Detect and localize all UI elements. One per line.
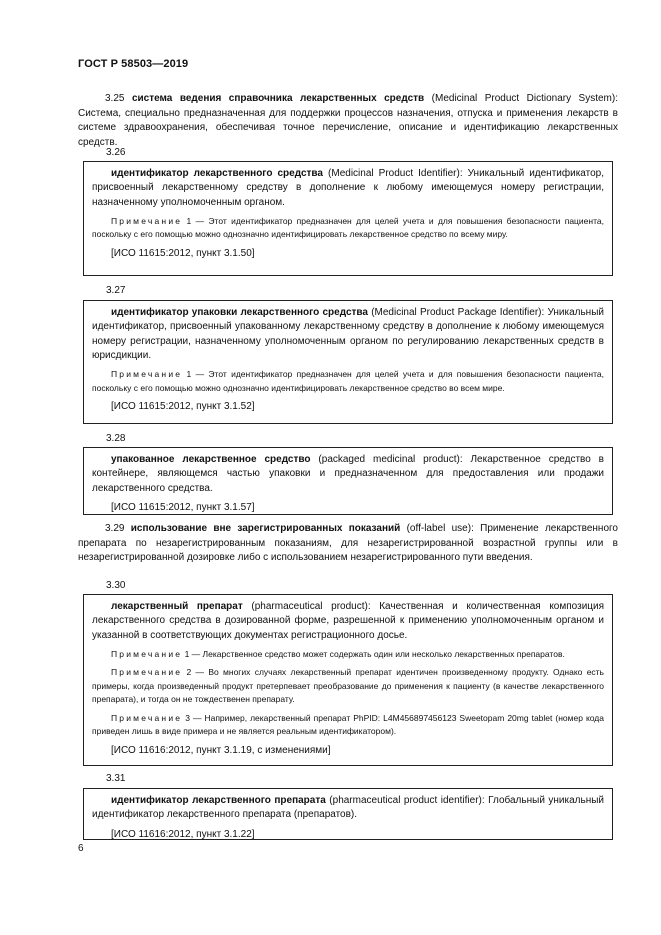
definition: (pharmaceutical product): Качественная и количественная композиция лекарственного средства в дозированной форме, разрешенной к применению уполномоченным органом и указанной в соответствующих документах регистрационного досье.	[92, 601, 605, 641]
definition: (pharmaceutical product identifier): Глобальный уникальный идентификатор лекарственного препарата (препаратов).	[92, 795, 604, 821]
reference: [ИСО 11615:2012, пункт 3.1.57]	[111, 501, 255, 513]
entry-number-3-31: 3.31	[106, 773, 126, 784]
term: лекарственный препарат	[111, 601, 243, 612]
note-label: Примечание	[111, 369, 183, 380]
note-3	[92, 712, 604, 739]
note-label: Примечание	[111, 667, 183, 678]
definition: (off-label use): Применение лекарственного препарата по незарегистрированным показаниям, для незарегистрированной возрастной группы или в незарегистрированной дозировке либо с использованием незарегистрированного пути введения.	[78, 523, 618, 563]
entry-box-3-27	[83, 300, 613, 424]
definition: (Medicinal Product Dictionary System): Система, специально предназначенная для поддержки процессов назначения, отпуска и применения лекарств в системе здравоохранения, обеспечивая точное перечисление, описание и идентификацию лекарственных средств.	[78, 93, 618, 148]
entry-number-3-26: 3.26	[106, 147, 126, 158]
definition: (packaged medicinal product): Лекарственное средство в контейнере, являющемся частью упаковки и предназначенном для предоставления или продажи лекарственного средства.	[92, 454, 604, 494]
definition-paragraph	[92, 167, 604, 210]
entry-number-3-27: 3.27	[106, 285, 126, 296]
note-2	[92, 666, 604, 707]
entry-box-3-31	[83, 788, 613, 840]
entry-number-3-30: 3.30	[106, 580, 126, 591]
definition: (Medicinal Product Package Identifier): Уникальный идентификатор, присвоенный упакованному лекарственному средству в дополнение к любому имеющемуся номеру регистрации, назначенному уполномоченным органом по регулированию лекарственных средств в юрисдикции.	[92, 307, 604, 361]
note-1	[92, 648, 604, 662]
term: система ведения справочника лекарственных средств	[131, 93, 425, 104]
note-text: 1 — Этот идентификатор предназначен для целей учета и для повышения безопасности пациента, поскольку с его помощью можно однозначно идентифицировать лекарственное средство во всем мире.	[92, 369, 604, 393]
term: идентификатор лекарственного препарата	[111, 795, 326, 806]
entry-box-3-30	[83, 594, 613, 766]
reference: [ИСО 11616:2012, пункт 3.1.22]	[111, 828, 255, 840]
note-text: 1 — Этот идентификатор предназначен для целей учета и для повышения безопасности пациента, поскольку с его помощью можно однозначно идентифицировать лекарственное средство по всему миру.	[92, 215, 604, 240]
term: использование вне зарегистрированных показаний	[130, 523, 401, 534]
note-text: 3 — Например, лекарственный препарат PhPID: L4M456897456123 Sweetopam 20mg tablet (номер кода приведен лишь в виде примера и не является реальным идентификатором).	[92, 712, 604, 737]
page-number: 6	[78, 843, 84, 854]
reference: [ИСО 11615:2012, пункт 3.1.52]	[111, 401, 255, 413]
entry-box-3-28	[83, 447, 613, 515]
entry-3-25	[78, 92, 618, 150]
definition: (Medicinal Product Identifier): Уникальный идентификатор, присвоенный лекарственному средству в дополнение к любому имеющемуся номеру регистрации, назначенному уполномоченным органом.	[92, 168, 604, 208]
term: упакованное лекарственное средство	[111, 454, 311, 465]
term: идентификатор упаковки лекарственного средства	[111, 307, 368, 318]
entry-3-29	[78, 522, 618, 566]
definition-paragraph	[92, 306, 604, 363]
definition-paragraph	[92, 453, 604, 496]
reference: [ИСО 11615:2012, пункт 3.1.50]	[111, 247, 255, 259]
term: идентификатор лекарственного средства	[111, 168, 323, 179]
note-label: Примечание	[111, 215, 183, 226]
note	[92, 215, 604, 242]
reference: [ИСО 11616:2012, пункт 3.1.19, с изменениями]	[111, 744, 331, 756]
note-label: Примечание	[111, 712, 183, 723]
entry-box-3-26	[83, 161, 613, 276]
definition-paragraph	[92, 600, 604, 643]
note-text: 1 — Лекарственное средство может содержать один или несколько лекарственных препаратов.	[184, 648, 565, 659]
entry-number-3-28: 3.28	[106, 433, 126, 444]
note	[92, 368, 604, 395]
definition-paragraph	[92, 794, 604, 823]
document-header: ГОСТ Р 58503—2019	[78, 58, 189, 70]
note-label: Примечание	[111, 648, 183, 659]
entry-number: 3.25	[105, 93, 125, 104]
note-text: 2 — Во многих случаях лекарственный препарат идентичен произведенному продукту. Однако есть примеры, когда произведенный продукт претерпевает преобразование до применения к пациенту (в качестве лекарственного препарата), и тогда он не тождественен препарату.	[92, 667, 604, 705]
entry-number: 3.29	[105, 523, 125, 534]
